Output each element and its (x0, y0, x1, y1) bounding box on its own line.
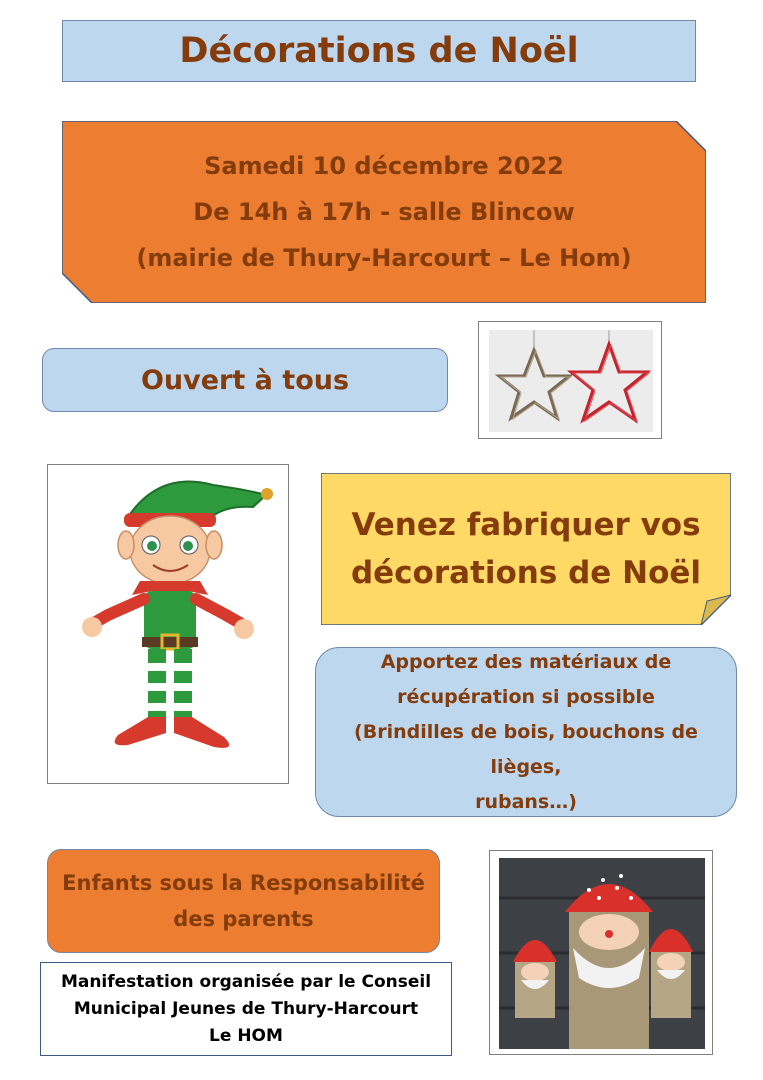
organizer-box (40, 962, 452, 1056)
materials-line-3: (Brindilles de bois, bouchons de lièges, (354, 720, 698, 778)
materials-line-1: Apportez des matériaux de (380, 650, 672, 673)
children-notice-box (47, 849, 440, 953)
elf-illustration (47, 464, 289, 784)
invitation-box (321, 473, 731, 625)
event-info-box (62, 121, 706, 303)
twig-stars-image (489, 330, 653, 432)
title-banner (62, 20, 696, 82)
santa-logs-photo (489, 850, 713, 1055)
event-date: Samedi 10 décembre 2022 (204, 152, 564, 180)
open-to-all-label: Ouvert à tous (140, 364, 350, 396)
event-venue: (mairie de Thury-Harcourt – Le Hom) (136, 244, 632, 272)
organizer-line-3: Le HOM (209, 1025, 283, 1046)
organizer-line-2: Municipal Jeunes de Thury-Harcourt (73, 998, 419, 1019)
materials-line-2: récupération si possible (397, 685, 655, 708)
materials-line-4: rubans…) (475, 790, 577, 813)
invitation-line-1: Venez fabriquer vos (351, 507, 701, 543)
event-time-place: De 14h à 17h - salle Blincow (193, 198, 575, 226)
santa-logs-image (499, 858, 705, 1049)
twig-stars-photo (478, 321, 662, 439)
page-title: Décorations de Noël (179, 31, 579, 71)
children-line-1: Enfants sous la Responsabilité (62, 871, 425, 895)
invitation-line-2: décorations de Noël (350, 555, 702, 591)
organizer-line-1: Manifestation organisée par le Conseil (60, 971, 432, 992)
children-line-2: des parents (173, 907, 314, 931)
elf-image (48, 465, 288, 783)
materials-box (315, 647, 737, 817)
open-to-all-box (42, 348, 448, 412)
